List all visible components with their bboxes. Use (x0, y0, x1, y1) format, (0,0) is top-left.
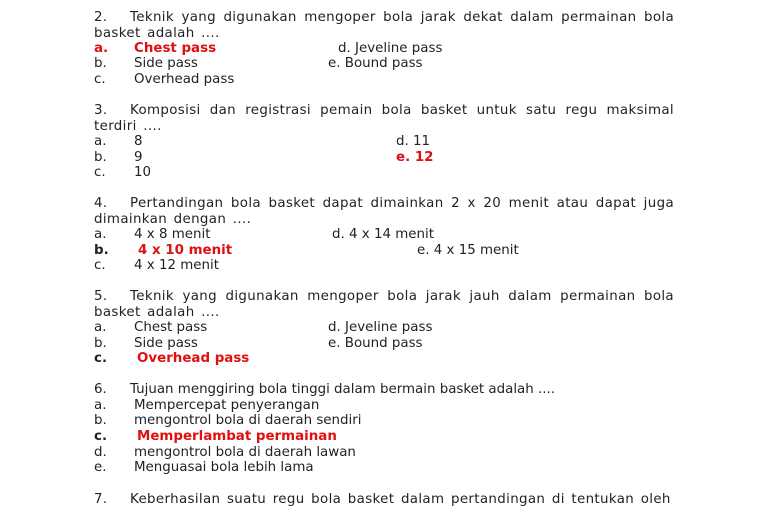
question-3 (94, 103, 674, 135)
option-text: Menguasai bola lebih lama (134, 460, 314, 475)
question-number: 3. (94, 103, 108, 118)
question-2 (94, 10, 674, 42)
option-text: Side pass (134, 56, 198, 71)
option-row (94, 258, 674, 274)
option-row (94, 429, 674, 445)
option-letter: a. (94, 41, 109, 56)
option-text: Side pass (134, 336, 198, 351)
answer-option: Chest pass (134, 41, 217, 56)
question-number: 4. (94, 196, 108, 211)
question-number: 7. (94, 492, 108, 507)
option-letter: c. (94, 258, 106, 273)
option-text: 9 (134, 150, 143, 165)
option-row (94, 165, 674, 181)
option-text: d. Jeveline pass (328, 320, 433, 335)
answer-option: e. 12 (396, 150, 434, 165)
option-row (94, 134, 674, 150)
option-letter: c. (94, 429, 108, 444)
option-row (94, 398, 674, 414)
question-number: 2. (94, 10, 108, 25)
option-letter: d. (94, 445, 107, 460)
option-text: Chest pass (134, 320, 208, 335)
option-text: d. Jeveline pass (338, 41, 443, 56)
question-6 (94, 382, 674, 398)
option-row (94, 351, 674, 367)
option-text: 10 (134, 165, 152, 180)
option-letter: a. (94, 320, 107, 335)
option-text: Mempercepat penyerangan (134, 398, 320, 413)
option-row (94, 150, 674, 166)
option-row (94, 460, 674, 476)
question-text: Pertandingan bola basket dapat dimainkan 2 x 20 menit atau dapat juga dimainkan dengan .... (94, 196, 674, 227)
option-row (94, 243, 674, 259)
option-letter: a. (94, 227, 107, 242)
question-text: Tujuan menggiring bola tinggi dalam bermain basket adalah .... (130, 382, 556, 397)
option-letter: b. (94, 336, 107, 351)
question-4 (94, 196, 674, 228)
option-letter: b. (94, 413, 107, 428)
question-text: Komposisi dan registrasi pemain bola basket untuk satu regu maksimal terdiri .... (94, 103, 674, 134)
option-letter: b. (94, 243, 109, 258)
answer-option: Overhead pass (137, 351, 250, 366)
option-text: 4 x 12 menit (134, 258, 219, 273)
option-text: 4 x 8 menit (134, 227, 211, 242)
option-letter: c. (94, 165, 106, 180)
option-letter: c. (94, 72, 106, 87)
option-row (94, 72, 674, 88)
option-text: d. 11 (396, 134, 431, 149)
option-text: mengontrol bola di daerah lawan (134, 445, 356, 460)
question-number: 6. (94, 382, 107, 397)
option-text: 8 (134, 134, 143, 149)
option-letter: b. (94, 56, 107, 71)
option-letter: a. (94, 134, 107, 149)
question-text: Teknik yang digunakan mengoper bola jarak jauh dalam permainan bola basket adalah .... (94, 289, 674, 320)
question-text: Teknik yang digunakan mengoper bola jarak dekat dalam permainan bola basket adalah .... (94, 10, 674, 41)
option-letter: e. (94, 460, 107, 475)
option-letter: c. (94, 351, 108, 366)
answer-option: Memperlambat permainan (137, 429, 337, 444)
option-letter: b. (94, 150, 107, 165)
question-text: Keberhasilan suatu regu bola basket dalam pertandingan di tentukan oleh (130, 492, 671, 507)
option-text: e. 4 x 15 menit (417, 243, 519, 258)
option-letter: a. (94, 398, 107, 413)
option-text: d. 4 x 14 menit (332, 227, 435, 242)
question-5 (94, 289, 674, 321)
question-number: 5. (94, 289, 108, 304)
option-text: e. Bound pass (328, 56, 423, 71)
option-row (94, 445, 674, 461)
option-text: mengontrol bola di daerah sendiri (134, 413, 362, 428)
answer-option: 4 x 10 menit (138, 243, 233, 258)
option-text: Overhead pass (134, 72, 235, 87)
option-row (94, 413, 674, 429)
option-text: e. Bound pass (328, 336, 423, 351)
question-7 (94, 492, 674, 508)
